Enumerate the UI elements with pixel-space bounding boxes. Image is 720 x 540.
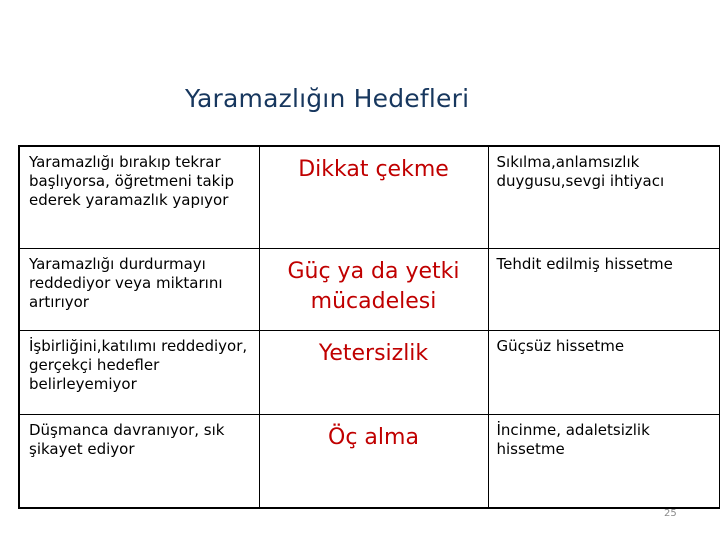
table-row [19,414,720,508]
goal-text: Öç alma [328,424,419,450]
feeling-text: Tehdit edilmiş hissetme [496,254,673,273]
behavior-cell [19,248,259,330]
misbehavior-goals-table [18,145,720,509]
goal-text: Yetersizlik [318,340,429,366]
behavior-text: Yaramazlığı durdurmayı reddediyor veya miktarını artırıyor [29,254,223,311]
feeling-cell [488,146,720,248]
table-row [19,248,720,330]
goal-cell [259,414,488,508]
goal-text: Güç ya da yetki mücadelesi [287,258,460,314]
behavior-cell [19,414,259,508]
behavior-cell [19,146,259,248]
table-row [19,146,720,248]
feeling-cell [488,248,720,330]
feeling-cell [488,330,720,414]
feeling-text: Güçsüz hissetme [496,336,625,355]
page-number: 25 [664,508,677,519]
behavior-text: Düşmanca davranıyor, sık şikayet ediyor [29,420,225,458]
table-row [19,330,720,414]
slide-title: Yaramazlığın Hedefleri [185,84,470,113]
goal-cell [259,146,488,248]
goal-text: Dikkat çekme [298,157,449,182]
behavior-text: Yaramazlığı bırakıp tekrar başlıyorsa, öğretmeni takip ederek yaramazlık yapıyor [29,153,235,209]
feeling-text: Sıkılma,anlamsızlık duygusu,sevgi ihtiyacı [496,153,665,190]
goal-cell [259,330,488,414]
feeling-cell [488,414,720,508]
feeling-text: İncinme, adaletsizlik hissetme [496,420,650,458]
behavior-cell [19,330,259,414]
goal-cell [259,248,488,330]
behavior-text: İşbirliğini,katılımı reddediyor, gerçekçi hedefler belirleyemiyor [29,336,248,393]
